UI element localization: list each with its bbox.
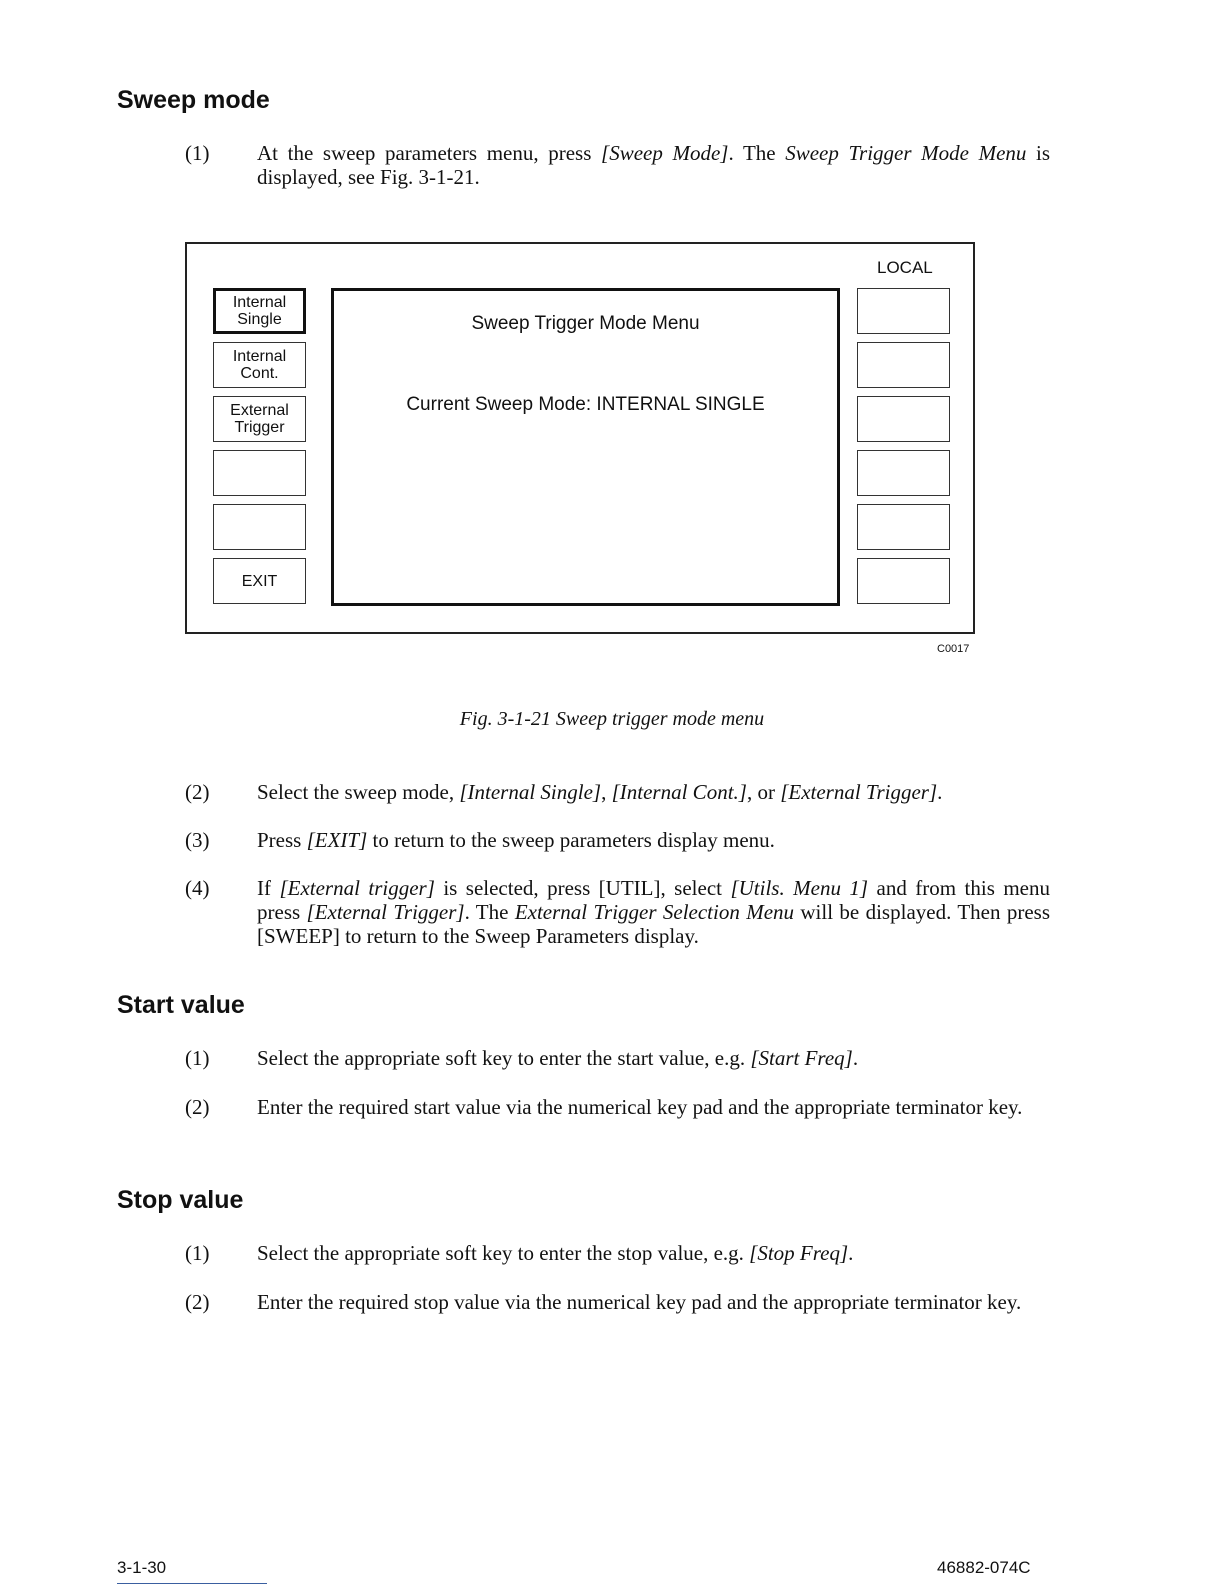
step-text: Enter the required stop value via the numerical key pad and the appropriate terminator key. — [257, 1290, 1022, 1314]
step-text: Press [EXIT] to return to the sweep parameters display menu. — [257, 828, 775, 852]
step-number: (1) — [185, 1046, 210, 1070]
softkey-internal-cont[interactable]: Internal Cont. — [213, 342, 306, 388]
step-text: Enter the required start value via the numerical key pad and the appropriate terminator key. — [257, 1095, 1023, 1119]
step-number: (3) — [185, 828, 210, 852]
start-value-step-2 — [185, 1095, 1050, 1143]
step-text: At the sweep parameters menu, press [Sweep Mode]. The Sweep Trigger Mode Menu is displayed, see Fig. 3-1-21. — [257, 141, 1051, 189]
screen-status: Current Sweep Mode: INTERNAL SINGLE — [406, 394, 765, 415]
figure-code: C0017 — [937, 643, 970, 655]
softkey-exit[interactable]: EXIT — [213, 558, 306, 604]
menu-screen — [331, 288, 840, 606]
start-value-step-1 — [185, 1046, 1050, 1070]
step-text: Select the appropriate soft key to enter the stop value, e.g. [Stop Freq]. — [257, 1241, 854, 1265]
step-text: If [External trigger] is selected, press [UTIL], select [Utils. Menu 1] and from this menu press [External Trigger]. The External Trigger Selection Menu will be displayed. Then press [SWEEP] to return to the Sweep Parameters display. — [257, 876, 1050, 948]
page-number: 3-1-30 — [117, 1558, 167, 1577]
stop-value-step-1 — [185, 1241, 1050, 1265]
softkey-right-4[interactable] — [857, 450, 950, 496]
screen-title: Sweep Trigger Mode Menu — [471, 313, 700, 334]
document-number: 46882-074C — [937, 1558, 1031, 1577]
heading-stop-value: Stop value — [117, 1186, 244, 1214]
softkey-right-2[interactable] — [857, 342, 950, 388]
softkey-right-3[interactable] — [857, 396, 950, 442]
figure-caption: Fig. 3-1-21 Sweep trigger mode menu — [459, 708, 765, 730]
step-number: (1) — [185, 1241, 210, 1265]
step-number: (2) — [185, 1290, 210, 1314]
heading-sweep-mode: Sweep mode — [117, 86, 270, 114]
softkey-right-5[interactable] — [857, 504, 950, 550]
softkey-left-5[interactable] — [213, 504, 306, 550]
step-text: Select the appropriate soft key to enter the start value, e.g. [Start Freq]. — [257, 1046, 859, 1070]
stop-value-step-2 — [185, 1290, 1050, 1338]
sweep-mode-step-3 — [185, 828, 1050, 852]
local-label: LOCAL — [877, 258, 933, 277]
step-number: (2) — [185, 1095, 210, 1119]
softkey-internal-single[interactable]: Internal Single — [213, 288, 306, 334]
sweep-mode-step-2 — [185, 780, 1050, 804]
sweep-mode-step-1 — [185, 141, 1050, 189]
step-number: (4) — [185, 876, 210, 900]
softkey-right-1[interactable] — [857, 288, 950, 334]
sweep-trigger-mode-figure — [185, 242, 975, 634]
step-text: Select the sweep mode, [Internal Single], [Internal Cont.], or [External Trigger]. — [257, 780, 943, 804]
step-number: (1) — [185, 141, 210, 165]
step-number: (2) — [185, 780, 210, 804]
softkey-left-4[interactable] — [213, 450, 306, 496]
softkey-right-6[interactable] — [857, 558, 950, 604]
softkey-external-trigger[interactable]: External Trigger — [213, 396, 306, 442]
sweep-mode-step-4 — [185, 876, 1050, 948]
heading-start-value: Start value — [117, 991, 245, 1019]
